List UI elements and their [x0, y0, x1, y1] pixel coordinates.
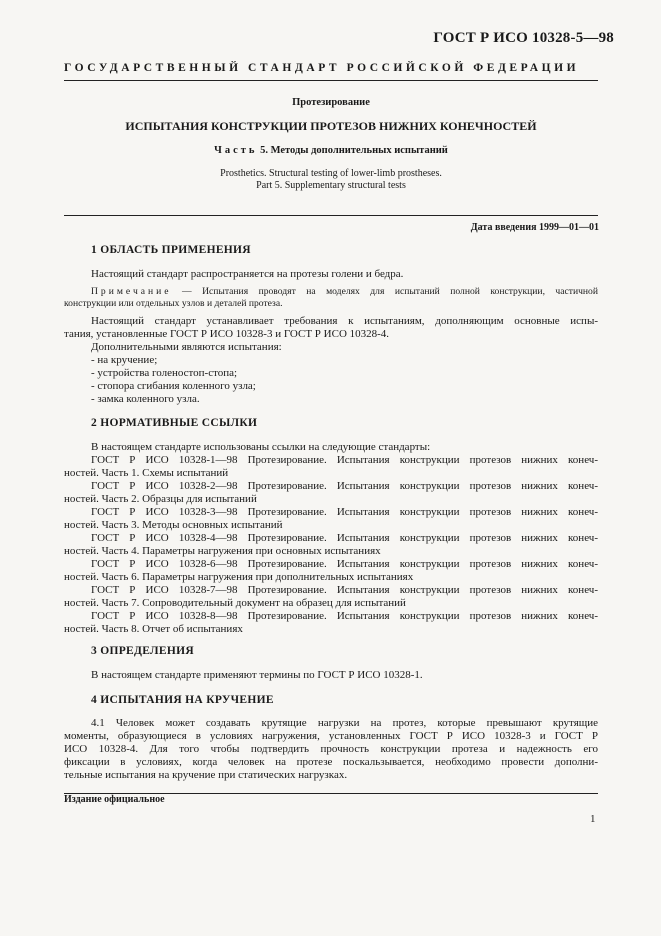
section-4-line: фиксации в условиях, когда человек на протезе поскальзывается, необходимо провести дополни- — [64, 756, 598, 768]
reference-line: ностей. Часть 2. Образцы для испытаний — [64, 493, 257, 505]
section-4-line: 4.1 Человек может создавать крутящие нагрузки на протез, которые превышают крутящие — [91, 717, 598, 729]
title-divider — [64, 215, 598, 216]
section-3-paragraph: В настоящем стандарте применяют термины по ГОСТ Р ИСО 10328-1. — [91, 669, 423, 681]
document-code: ГОСТ Р ИСО 10328-5—98 — [433, 30, 614, 46]
list-item: - стопора сгибания коленного узла; — [91, 380, 256, 392]
reference-line: ностей. Часть 4. Параметры нагружения при основных испытаниях — [64, 545, 381, 557]
section-4-line: ИСО 10328-4. Для того чтобы подтвердить прочность конструкции протеза и надежность его — [64, 743, 598, 755]
section-1-paragraph-1: Настоящий стандарт распространяется на протезы голени и бедра. — [91, 268, 404, 280]
part-label: Часть — [214, 145, 258, 156]
section-1-paragraph-2-line-1: Настоящий стандарт устанавливает требования к испытаниям, дополняющим основные испы- — [91, 315, 598, 327]
reference-line: ностей. Часть 7. Сопроводительный документ на образец для испытаний — [64, 597, 406, 609]
list-item: - устройства голеностоп-стопа; — [91, 367, 238, 379]
reference-line: ГОСТ Р ИСО 10328-6—98 Протезирование. Испытания конструкции протезов нижних конеч- — [91, 558, 598, 570]
section-1-heading: 1 ОБЛАСТЬ ПРИМЕНЕНИЯ — [91, 244, 251, 256]
section-4-heading: 4 ИСПЫТАНИЯ НА КРУЧЕНИЕ — [91, 694, 274, 706]
reference-line: ГОСТ Р ИСО 10328-7—98 Протезирование. Испытания конструкции протезов нижних конеч- — [91, 584, 598, 596]
section-1-note-line-1 — [91, 286, 598, 297]
header-divider — [64, 80, 598, 81]
reference-line: ГОСТ Р ИСО 10328-3—98 Протезирование. Испытания конструкции протезов нижних конеч- — [91, 506, 598, 518]
reference-line: ГОСТ Р ИСО 10328-8—98 Протезирование. Испытания конструкции протезов нижних конеч- — [91, 610, 598, 622]
reference-line: ГОСТ Р ИСО 10328-4—98 Протезирование. Испытания конструкции протезов нижних конеч- — [91, 532, 598, 544]
part-name: 5. Методы дополнительных испытаний — [260, 145, 448, 156]
note-text: — Испытания проводят на моделях для испытаний полной конструкции, частичной — [182, 286, 598, 297]
reference-line: ГОСТ Р ИСО 10328-1—98 Протезирование. Испытания конструкции протезов нижних конеч- — [91, 454, 598, 466]
part-title — [64, 145, 598, 156]
page-number: 1 — [590, 813, 596, 825]
section-2-intro: В настоящем стандарте использованы ссылки на следующие стандарты: — [91, 441, 431, 453]
edition-label: Издание официальное — [64, 794, 165, 805]
introduction-date: Дата введения 1999—01—01 — [470, 222, 599, 233]
section-1-paragraph-3: Дополнительными являются испытания: — [91, 341, 282, 353]
reference-line: ностей. Часть 8. Отчет об испытаниях — [64, 623, 243, 635]
reference-line: ностей. Часть 1. Схемы испытаний — [64, 467, 229, 479]
section-2-heading: 2 НОРМАТИВНЫЕ ССЫЛКИ — [91, 417, 258, 429]
reference-line: ностей. Часть 3. Методы основных испытаний — [64, 519, 283, 531]
english-title-line-1: Prosthetics. Structural testing of lower-limb prostheses. — [220, 168, 442, 179]
reference-line: ностей. Часть 6. Параметры нагружения при дополнительных испытаниях — [64, 571, 414, 583]
subject-title: Протезирование — [292, 97, 370, 108]
section-3-heading: 3 ОПРЕДЕЛЕНИЯ — [91, 645, 194, 657]
main-title: ИСПЫТАНИЯ КОНСТРУКЦИИ ПРОТЕЗОВ НИЖНИХ КОНЕЧНОСТЕЙ — [125, 119, 537, 133]
list-item: - на кручение; — [91, 354, 158, 366]
section-1-note-line-2: конструкции или отдельных узлов и деталей протеза. — [64, 298, 283, 309]
state-standard-title: ГОСУДАРСТВЕННЫЙ СТАНДАРТ РОССИЙСКОЙ ФЕДЕРАЦИИ — [64, 62, 580, 74]
section-4-line: тельные испытания на кручение при статических нагрузках. — [64, 769, 348, 781]
note-label: Примечание — [91, 286, 172, 297]
english-title-line-2: Part 5. Supplementary structural tests — [256, 180, 406, 191]
reference-line: ГОСТ Р ИСО 10328-2—98 Протезирование. Испытания конструкции протезов нижних конеч- — [91, 480, 598, 492]
section-4-line: моменты, образующиеся в условиях нагружения, установленных ГОСТ Р ИСО 10328-3 и ГОСТ Р — [64, 730, 598, 742]
list-item: - замка коленного узла. — [91, 393, 200, 405]
section-1-paragraph-2-line-2: тания, установленные ГОСТ Р ИСО 10328-3 и ГОСТ Р ИСО 10328-4. — [64, 328, 390, 340]
